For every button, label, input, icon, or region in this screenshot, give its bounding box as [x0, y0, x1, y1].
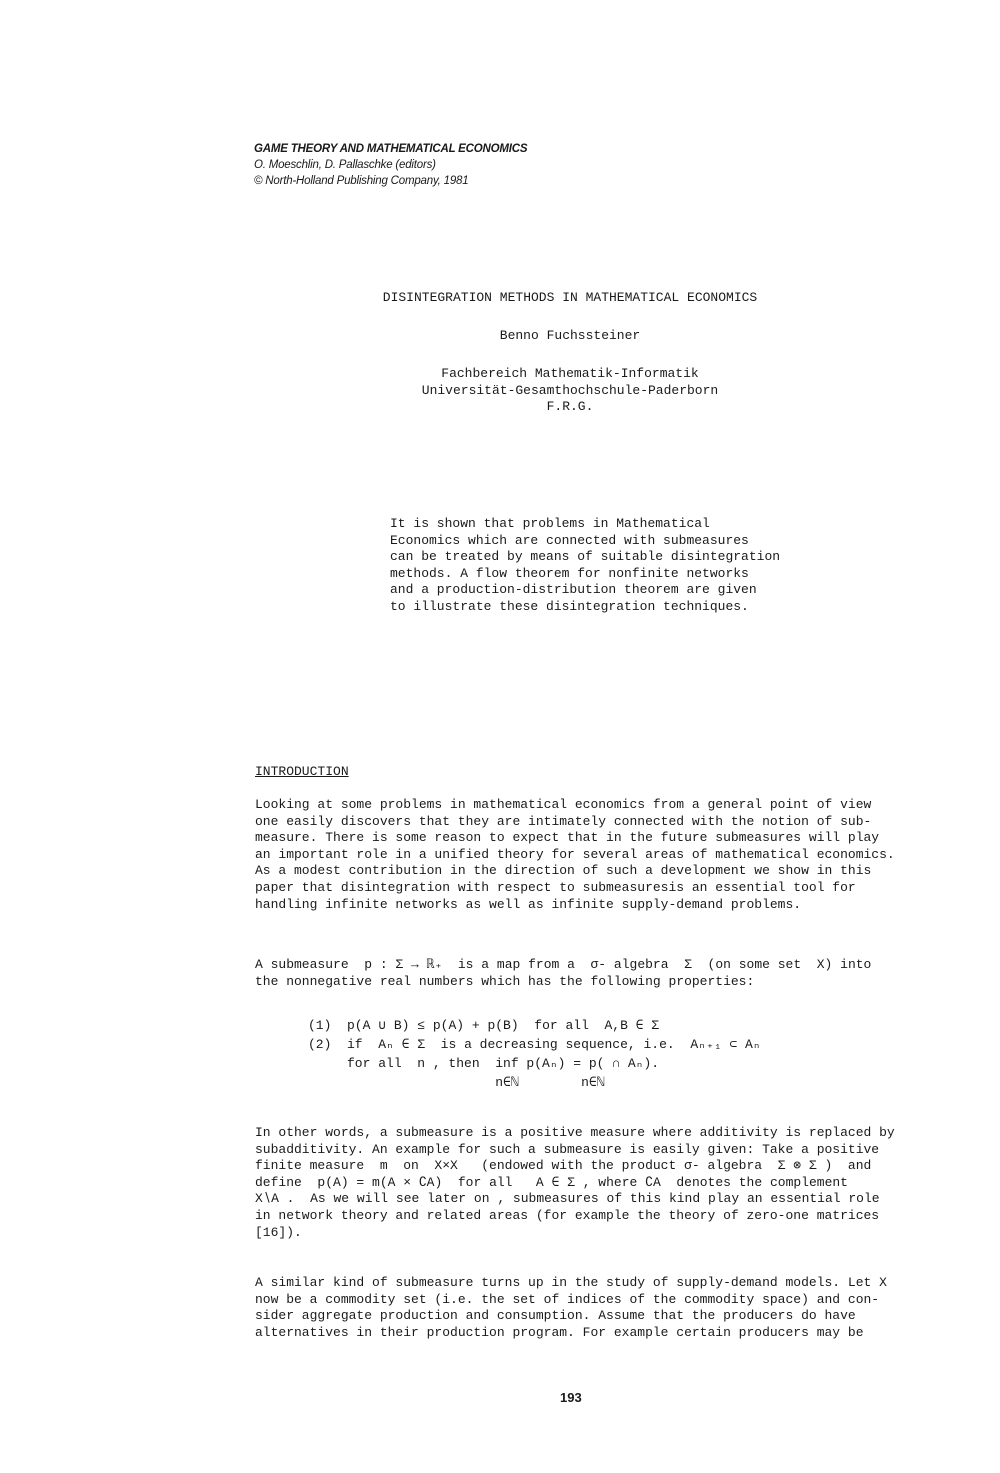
title-text: DISINTEGRATION METHODS IN MATHEMATICAL ECONOMICS [382, 290, 758, 305]
text-line: As a modest contribution in the direction of such a development we show in this [255, 863, 872, 879]
text-line: Universität-Gesamthochschule-Paderborn [421, 382, 719, 398]
text-line: n∈ℕ n∈ℕ [308, 1075, 605, 1090]
text-line: It is shown that problems in Mathematical [390, 516, 710, 531]
page-number: 193 [560, 1390, 582, 1405]
text-line: finite measure m on X×X (endowed with the product σ- algebra Σ ⊗ Σ ) and [255, 1158, 872, 1174]
paragraph-2 [255, 1125, 895, 1241]
paragraph-3 [255, 1275, 887, 1341]
text-line: X∖A . As we will see later on , submeasures of this kind play an essential role [255, 1191, 880, 1207]
text-line: Economics which are connected with submeasures [390, 532, 749, 548]
section-heading [255, 764, 349, 781]
text-line: (1) p(A ∪ B) ≤ p(A) + p(B) for all A,B ∈ Σ [308, 1018, 660, 1033]
text-line: methods. A flow theorem for nonfinite networks [390, 565, 749, 581]
text-line: In other words, a submeasure is a positive measure where additivity is replaced by [255, 1125, 895, 1140]
properties-list [308, 1016, 761, 1092]
text-line: can be treated by means of suitable disintegration [390, 549, 781, 565]
text-line: measure. There is some reason to expect that in the future submeasures will play [255, 830, 880, 846]
text-line: and a production-distribution theorem are given [390, 582, 757, 598]
publication-header [254, 141, 527, 189]
text-line: GAME THEORY AND MATHEMATICAL ECONOMICS [254, 143, 528, 155]
text-line: now be a commodity set (i.e. the set of indices of the commodity space) and con- [255, 1291, 880, 1307]
text-line: © North-Holland Publishing Company, 1981 [254, 175, 469, 187]
text-line: alternatives in their production program. For example certain producers may be [255, 1324, 864, 1340]
paper-title [300, 290, 840, 307]
text-line: F.R.G. [546, 399, 594, 415]
text-line: subadditivity. An example for such a submeasure is easily given: Take a positive [255, 1141, 880, 1157]
text-line: an important role in a unified theory for several areas of mathematical economics. [255, 846, 895, 862]
text-line: Fachbereich Mathematik-Informatik [441, 366, 699, 381]
text-line: (2) if Aₙ ∈ Σ is a decreasing sequence, i.e. Aₙ₊₁ ⊂ Aₙ [308, 1037, 761, 1052]
text-line: one easily discovers that they are intimately connected with the notion of sub- [255, 813, 872, 829]
text-line: to illustrate these disintegration techniques. [390, 598, 749, 614]
text-line: for all n , then inf p(Aₙ) = p( ∩ Aₙ). [308, 1056, 660, 1071]
text-line: the nonnegative real numbers which has the following properties: [255, 973, 755, 989]
text-line: handling infinite networks as well as infinite supply-demand problems. [255, 896, 802, 912]
text-line: A similar kind of submeasure turns up in the study of supply-demand models. Let X [255, 1275, 887, 1290]
author-name: Benno Fuchssteiner [499, 328, 641, 343]
text-line: O. Moeschlin, D. Pallaschke (editors) [254, 159, 436, 171]
affiliation [300, 366, 840, 416]
text-line: sider aggregate production and consumption. Assume that the producers do have [255, 1308, 856, 1324]
text-line: Looking at some problems in mathematical economics from a general point of view [255, 797, 872, 812]
text-line: paper that disintegration with respect to submeasuresis an essential tool for [255, 879, 856, 895]
section-heading-text: INTRODUCTION [255, 764, 349, 779]
text-line: A submeasure p : Σ → ℝ₊ is a map from a σ- algebra Σ (on some set X) into [255, 957, 872, 972]
intro-paragraph [255, 797, 895, 913]
abstract [390, 516, 780, 616]
definition-paragraph [255, 957, 871, 990]
text-line: in network theory and related areas (for example the theory of zero-one matrices [255, 1207, 880, 1223]
author [300, 328, 840, 345]
text-line: [16]). [255, 1224, 302, 1240]
text-line: define p(A) = m(A × ∁A) for all A ∈ Σ , where ∁A denotes the complement [255, 1174, 848, 1190]
